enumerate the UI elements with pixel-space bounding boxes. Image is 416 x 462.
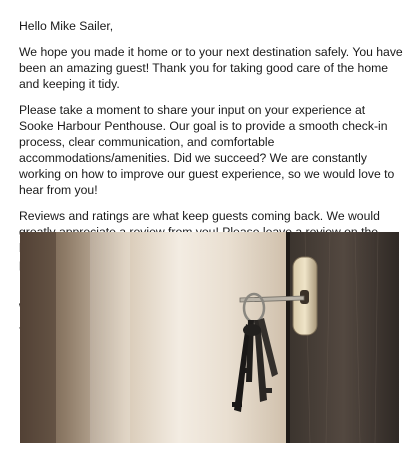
paragraph-feedback: Please take a moment to share your input on your experience at Sooke Harbour Penthouse. Our goal is to provide a smooth check-in process, clear communication, and comfortable accommodations/amenities. Did we succeed? We are constantly working on how to improve our guest experience, so we would love to hear from you! xyxy=(19,103,395,197)
paragraph-reviews: Reviews and ratings are what keep guests coming back. We would xyxy=(19,209,380,223)
keys-in-door-lock-photo xyxy=(20,232,399,443)
greeting: Hello Mike Sailer, xyxy=(19,19,114,33)
paragraph-thanks: We hope you made it home or to your next destination safely. You have been an amazing guest! Thank you for taking good care of the home and keeping it tidy. xyxy=(19,45,403,91)
